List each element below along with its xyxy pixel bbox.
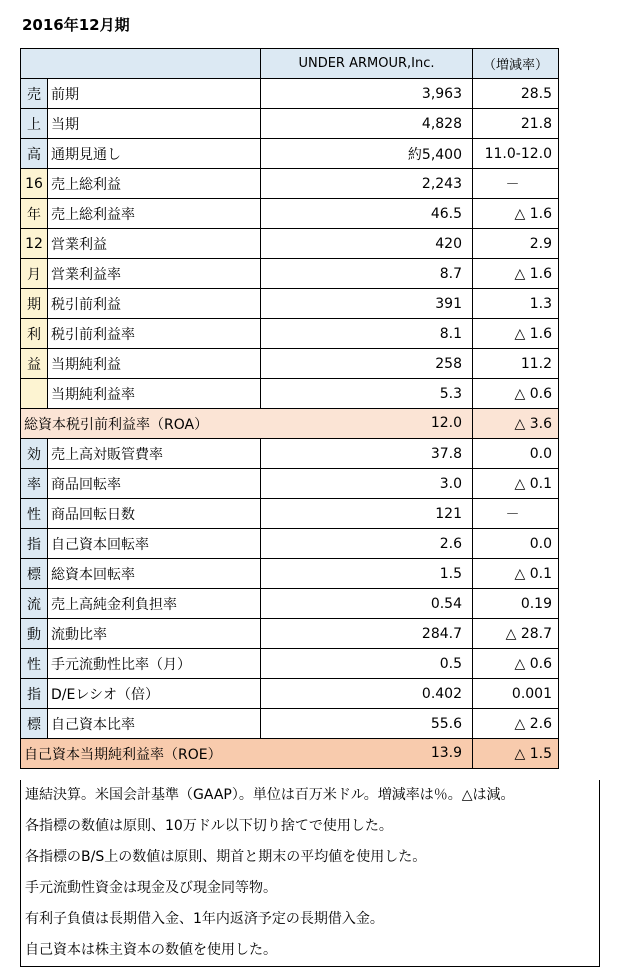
row-change: － bbox=[473, 499, 559, 529]
row-change: △ 0.1 bbox=[473, 559, 559, 589]
row-value: 37.8 bbox=[261, 439, 473, 469]
side-label: 指 bbox=[21, 679, 48, 709]
row-change: 1.3 bbox=[473, 289, 559, 319]
side-label: 率 bbox=[21, 469, 48, 499]
table-row bbox=[21, 709, 559, 739]
side-label: 12 bbox=[21, 229, 48, 259]
side-label: 標 bbox=[21, 709, 48, 739]
roe-change: △ 1.5 bbox=[473, 739, 559, 769]
note-line: 各指標のB/S上の数値は原則、期首と期末の平均値を使用した。 bbox=[25, 849, 427, 865]
note-line: 自己資本は株主資本の数値を使用した。 bbox=[25, 942, 277, 958]
row-label: 営業利益 bbox=[48, 229, 261, 259]
table-row bbox=[21, 169, 559, 199]
header-change: （増減率） bbox=[473, 49, 559, 79]
row-value: 約5,400 bbox=[261, 139, 473, 169]
table-row bbox=[21, 649, 559, 679]
side-label: 指 bbox=[21, 529, 48, 559]
row-change: △ 1.6 bbox=[473, 199, 559, 229]
side-label: 益 bbox=[21, 349, 48, 379]
side-label: 性 bbox=[21, 649, 48, 679]
row-label: 商品回転率 bbox=[48, 469, 261, 499]
table-row bbox=[21, 439, 559, 469]
table-row bbox=[21, 559, 559, 589]
row-value: 46.5 bbox=[261, 199, 473, 229]
row-value: 284.7 bbox=[261, 619, 473, 649]
row-value: 8.7 bbox=[261, 259, 473, 289]
table-row bbox=[21, 319, 559, 349]
roe-row bbox=[21, 739, 559, 769]
row-value: 4,828 bbox=[261, 109, 473, 139]
table-row bbox=[21, 229, 559, 259]
row-label: 自己資本回転率 bbox=[48, 529, 261, 559]
side-label: 期 bbox=[21, 289, 48, 319]
table-row bbox=[21, 499, 559, 529]
row-label: 前期 bbox=[48, 79, 261, 109]
note-line: 手元流動性資金は現金及び現金同等物。 bbox=[25, 880, 277, 896]
row-change: 2.9 bbox=[473, 229, 559, 259]
row-change: △ 1.6 bbox=[473, 319, 559, 349]
row-value: 3.0 bbox=[261, 469, 473, 499]
note-line: 有利子負債は長期借入金、1年内返済予定の長期借入金。 bbox=[25, 911, 384, 927]
side-label: 売 bbox=[21, 79, 48, 109]
side-label: 動 bbox=[21, 619, 48, 649]
side-label: 月 bbox=[21, 259, 48, 289]
row-value: 258 bbox=[261, 349, 473, 379]
row-value: 391 bbox=[261, 289, 473, 319]
side-label: 年 bbox=[21, 199, 48, 229]
table-row bbox=[21, 79, 559, 109]
table-row bbox=[21, 199, 559, 229]
roe-label: 自己資本当期純利益率（ROE） bbox=[24, 746, 222, 763]
row-change: △ 0.6 bbox=[473, 649, 559, 679]
roa-row bbox=[21, 409, 559, 439]
roa-cell bbox=[21, 409, 473, 439]
row-label: 流動比率 bbox=[48, 619, 261, 649]
row-value: 0.5 bbox=[261, 649, 473, 679]
row-value: 0.402 bbox=[261, 679, 473, 709]
side-label: 高 bbox=[21, 139, 48, 169]
row-label: 自己資本比率 bbox=[48, 709, 261, 739]
row-value: 2.6 bbox=[261, 529, 473, 559]
roa-change: △ 3.6 bbox=[473, 409, 559, 439]
notes-box bbox=[20, 780, 600, 967]
row-value: 2,243 bbox=[261, 169, 473, 199]
roa-value: 12.0 bbox=[430, 415, 462, 431]
table-row bbox=[21, 589, 559, 619]
row-value: 420 bbox=[261, 229, 473, 259]
row-label: 売上総利益率 bbox=[48, 199, 261, 229]
row-value: 5.3 bbox=[261, 379, 473, 409]
table-row bbox=[21, 259, 559, 289]
row-label: 当期純利益 bbox=[48, 349, 261, 379]
row-label: 当期純利益率 bbox=[48, 379, 261, 409]
table-row bbox=[21, 469, 559, 499]
table-row bbox=[21, 379, 559, 409]
row-change: △ 0.1 bbox=[473, 469, 559, 499]
row-value: 3,963 bbox=[261, 79, 473, 109]
row-label: 総資本回転率 bbox=[48, 559, 261, 589]
row-value: 1.5 bbox=[261, 559, 473, 589]
row-label: 売上高対販管費率 bbox=[48, 439, 261, 469]
row-change: 0.0 bbox=[473, 529, 559, 559]
financial-table bbox=[20, 48, 559, 769]
table-row bbox=[21, 619, 559, 649]
side-label: 利 bbox=[21, 319, 48, 349]
row-label: 当期 bbox=[48, 109, 261, 139]
table-row bbox=[21, 679, 559, 709]
table-row bbox=[21, 109, 559, 139]
table-header-row bbox=[21, 49, 559, 79]
side-label: 流 bbox=[21, 589, 48, 619]
side-label: 16 bbox=[21, 169, 48, 199]
note-line: 連結決算。米国会計基準（GAAP）。単位は百万米ドル。増減率は％。△は減。 bbox=[25, 787, 515, 803]
side-label: 上 bbox=[21, 109, 48, 139]
page-title: 2016年12月期 bbox=[22, 16, 130, 34]
row-change: 28.5 bbox=[473, 79, 559, 109]
table-row bbox=[21, 139, 559, 169]
row-label: 営業利益率 bbox=[48, 259, 261, 289]
side-label: 効 bbox=[21, 439, 48, 469]
row-label: 売上高純金利負担率 bbox=[48, 589, 261, 619]
row-label: 通期見通し bbox=[48, 139, 261, 169]
side-label: 標 bbox=[21, 559, 48, 589]
row-label: D/Eレシオ（倍） bbox=[48, 679, 261, 709]
roe-cell bbox=[21, 739, 473, 769]
row-change: 21.8 bbox=[473, 109, 559, 139]
row-value: 55.6 bbox=[261, 709, 473, 739]
row-change: 0.0 bbox=[473, 439, 559, 469]
row-label: 商品回転日数 bbox=[48, 499, 261, 529]
row-change: 11.2 bbox=[473, 349, 559, 379]
row-change: － bbox=[473, 169, 559, 199]
table-row bbox=[21, 529, 559, 559]
roe-value: 13.9 bbox=[430, 745, 462, 761]
side-label: 性 bbox=[21, 499, 48, 529]
side-label bbox=[21, 379, 48, 409]
roa-label: 総資本税引前利益率（ROA） bbox=[24, 416, 209, 433]
row-value: 8.1 bbox=[261, 319, 473, 349]
row-change: △ 0.6 bbox=[473, 379, 559, 409]
row-value: 0.54 bbox=[261, 589, 473, 619]
row-change: △ 28.7 bbox=[473, 619, 559, 649]
row-label: 売上総利益 bbox=[48, 169, 261, 199]
row-change: 0.001 bbox=[473, 679, 559, 709]
row-value: 121 bbox=[261, 499, 473, 529]
table-row bbox=[21, 349, 559, 379]
row-label: 税引前利益率 bbox=[48, 319, 261, 349]
row-change: △ 2.6 bbox=[473, 709, 559, 739]
note-line: 各指標の数値は原則、10万ドル以下切り捨てで使用した。 bbox=[25, 818, 393, 834]
row-change: 0.19 bbox=[473, 589, 559, 619]
table-row bbox=[21, 289, 559, 319]
header-blank bbox=[21, 49, 261, 79]
header-company: UNDER ARMOUR,Inc. bbox=[261, 49, 473, 79]
row-change: △ 1.6 bbox=[473, 259, 559, 289]
row-label: 手元流動性比率（月） bbox=[48, 649, 261, 679]
row-change: 11.0-12.0 bbox=[473, 139, 559, 169]
row-label: 税引前利益 bbox=[48, 289, 261, 319]
